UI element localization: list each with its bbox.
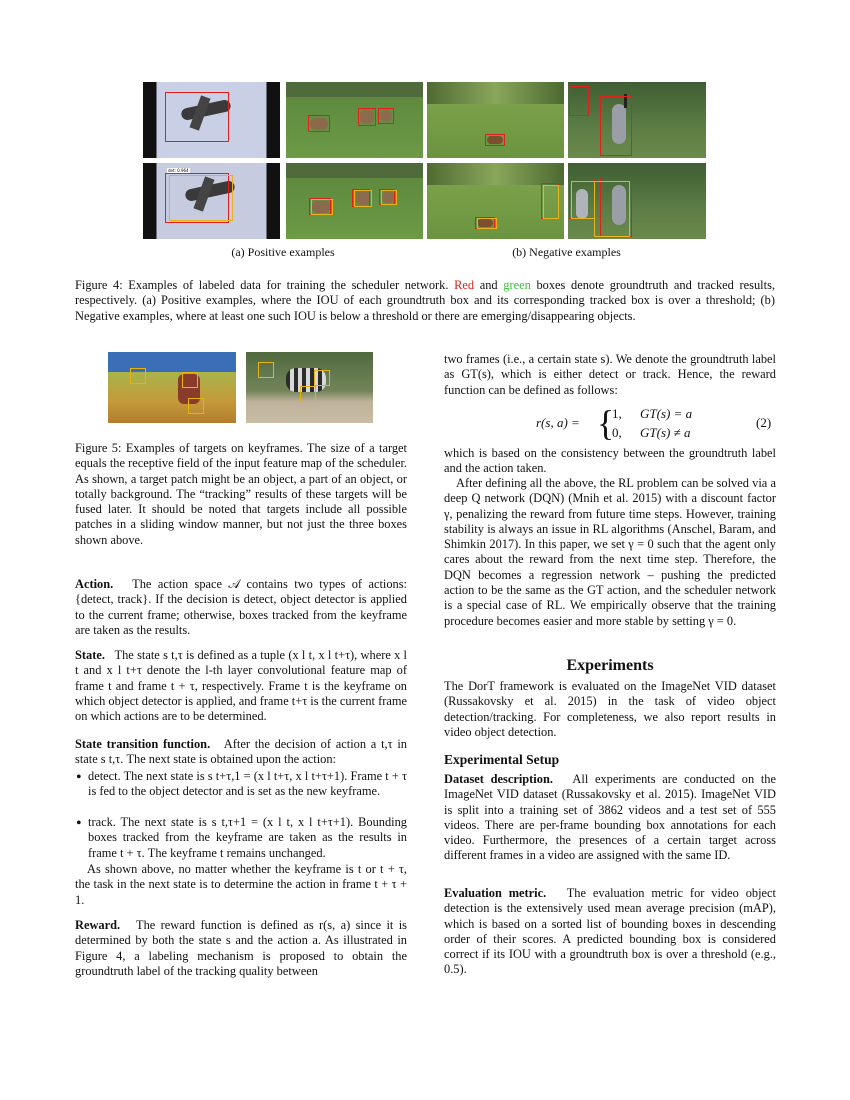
- dataset-heading: Dataset description.: [444, 772, 553, 786]
- photo-grass-animals-top: [286, 82, 423, 158]
- photo-cranes-bottom: [568, 163, 706, 239]
- equation-2: r(s, a) = { 1, GT(s) = a 0, GT(s) ≠ a (2): [536, 403, 772, 443]
- photo-keyframe-zebra: [246, 352, 373, 423]
- caption-red-word: Red: [454, 278, 475, 292]
- figure-5-caption: Figure 5: Examples of targets on keyframes. The size of a target equals the receptive field of the input feature map of the scheduler. As shown, a target patch might be an object, a part of an object, or totally background. The “tracking” results of these targets will be fused later. It should be noted that targets include all possible patches in a sliding window manner, but not just the three boxes shown above.: [75, 441, 407, 547]
- transition-heading: State transition function.: [75, 737, 211, 751]
- reward-paragraph: Reward. The reward function is defined as r(s, a) since it is determined by both the state s and the action a. As illustrated in Figure 4, a labeling mechanism is proposed to obtain the groundtruth label of the tracking quality between: [75, 918, 407, 978]
- after-equation: which is based on the consistency between the groundtruth label and the action taken.: [444, 446, 776, 476]
- caption-green-word: green: [503, 278, 531, 292]
- experiments-heading: Experiments: [566, 657, 654, 674]
- photo-airplane-top: [143, 82, 280, 158]
- bullet-detect: • detect. The next state is s t+τ,1 = (x l t+τ, x l t+τ+1). Frame t + τ is fed to the object detector and is set as the new keyframe.: [76, 769, 407, 799]
- reward-heading: Reward.: [75, 918, 121, 932]
- experimental-setup-heading: Experimental Setup: [444, 752, 560, 767]
- subcaption-b: (b) Negative examples: [512, 245, 621, 259]
- metric-paragraph: Evaluation metric. The evaluation metric for video object detection is the extensively used mean average precision (mAP), which is based on a sorted list of bounding boxes in descending order of their scores. A predicted bounding box is considered correct if its IOU with a groundtruth box is over a threshold (e.g., 0.5).: [444, 886, 776, 977]
- reward-continued: two frames (i.e., a certain state s). We denote the groundtruth label as GT(s), which is either detect or track. Hence, the reward function can be defined as follows:: [444, 352, 776, 397]
- state-paragraph: State. The state s t,τ is defined as a tuple (x l t, x l t+τ), where x l t and x l t+τ denote the l-th layer convolutional feature map of frame t and frame t + τ, respectively. Frame t is the keyframe on which object detector is applied, and frame t+τ is the current frame on which actions are to be determined.: [75, 648, 408, 724]
- action-heading: Action.: [75, 577, 114, 591]
- subcaption-a: (a) Positive examples: [231, 245, 335, 259]
- action-paragraph: Action. The action space 𝒜 contains two types of actions: {detect, track}. If the decision is detect, object detector is applied to the current frame; otherwise, boxes tracked from the keyframe are taken as the results.: [75, 577, 407, 637]
- photo-keyframe-hill: [108, 352, 236, 423]
- as-shown-paragraph: As shown above, no matter whether the keyframe is t or t + τ, the task in the next state is to determine the action in frame t + τ + 1.: [75, 862, 407, 907]
- bullet-track: • track. The next state is s t,τ+1 = (x l t, x l t+τ+1). Bounding boxes tracked from the keyframe are taken as the results in frame t + τ. The keyframe t remains unchanged.: [76, 815, 407, 860]
- photo-field-bottom: [427, 163, 564, 239]
- equation-number: (2): [756, 415, 772, 430]
- figure-4-caption: Figure 4: Examples of labeled data for training the scheduler network. Red and green boxes denote groundtruth and tracked results, respectively. (a) Positive examples, where the IOU of each groundtruth box and its corresponding tracked box is over a threshold; (b) Negative examples, where at least one such IOU is below a threshold or there are emerging/disappearing objects.: [75, 278, 775, 323]
- experiments-intro: The DorT framework is evaluated on the ImageNet VID dataset (Russakovsky et al. 2015) in the task of video object detection/tracking. For completeness, we also report results in video object detection.: [444, 679, 776, 739]
- dataset-paragraph: Dataset description. All experiments are conducted on the ImageNet VID dataset (Russakovsky et al. 2015). ImageNet VID is split into a training set of 3862 videos and a test set of 555 videos. There are per-frame bounding box annotations for each video. Furthermore, the presences of a certain target across different frames in a video are assigned with the same ID.: [444, 772, 776, 863]
- metric-heading: Evaluation metric.: [444, 886, 547, 900]
- photo-cranes-top: [568, 82, 706, 158]
- photo-field-top: [427, 82, 564, 158]
- det-score-tag: det: 0.964: [168, 168, 189, 173]
- photo-grass-animals-bottom: [286, 163, 423, 239]
- state-heading: State.: [75, 648, 105, 662]
- photo-airplane-bottom: [143, 163, 280, 239]
- rl-paragraph: After defining all the above, the RL problem can be solved via a deep Q network (DQN) (Mnih et al. 2015) with a discount factor γ, penalizing the reward from future time steps. However, training stability is always an issue in RL algorithms (Anschel, Baram, and Shimkin 2017). In this paper, we set γ = 0 such that the agent only cares about the reward from the next time step. Therefore, the DQN becomes a regression network – pushing the predicted action to be the same as the GT action, and the scheduler network is a special case of RL. We empirically observe that the training procedure becomes easier and more stable by setting γ = 0.: [444, 476, 776, 628]
- transition-paragraph: State transition function. After the decision of action a t,τ in state s t,τ. The next state is obtained upon the action:: [75, 737, 407, 767]
